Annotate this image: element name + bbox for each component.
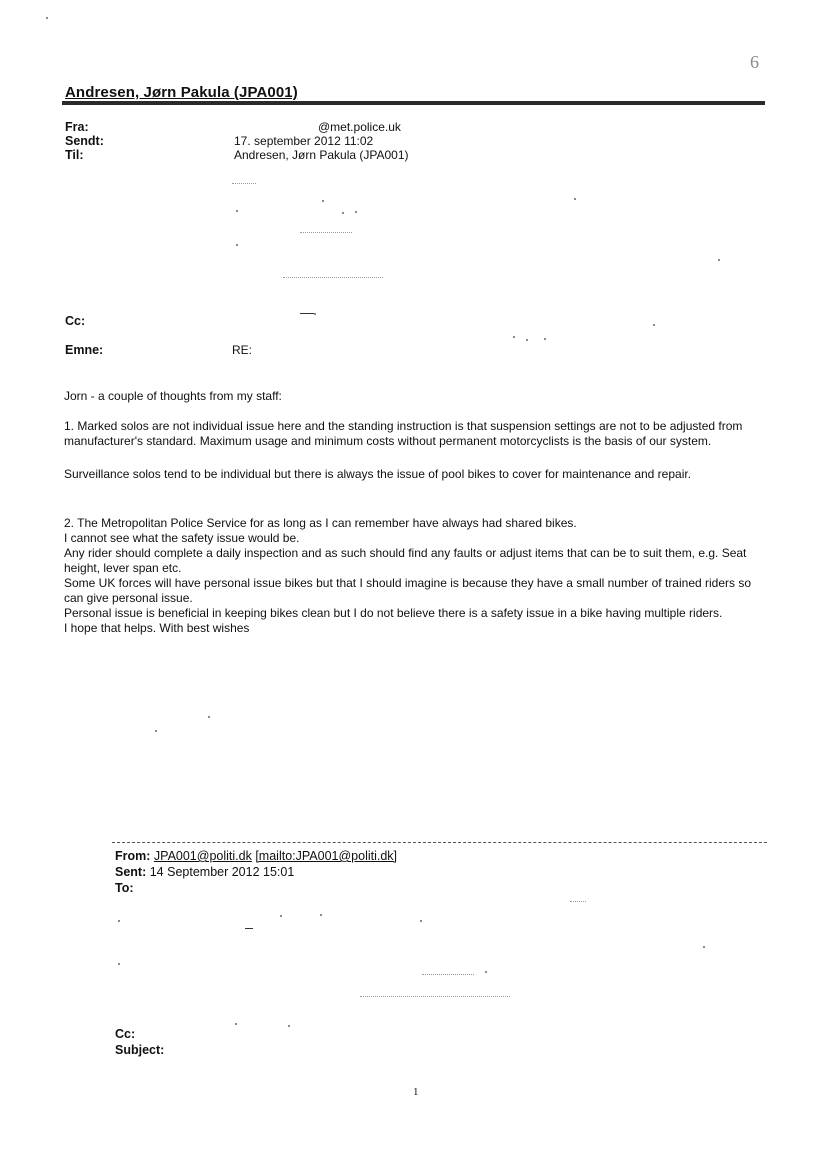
forward-cc-label: Cc: [115, 1027, 136, 1041]
page-number: 1 [413, 1086, 419, 1098]
sent-label: Sendt: [65, 134, 104, 148]
forward-from-label: From: [115, 849, 151, 863]
point-2-line: I hope that helps. With best wishes [64, 621, 250, 635]
point-2-line: Any rider should complete a daily inspection and as such should find any faults or adjust items that can be to suit them, e.g. Seat height, lever span etc. [64, 546, 747, 575]
from-label: Fra: [65, 120, 89, 134]
forward-subject-row [115, 1043, 164, 1057]
header-rule [62, 101, 765, 105]
forward-sent-row [115, 865, 294, 879]
forward-cc-row [115, 1027, 135, 1041]
cc-label: Cc: [65, 314, 86, 328]
point-2-line: I cannot see what the safety issue would be. [64, 531, 300, 545]
forward-mailto-link[interactable]: [mailto:JPA001@politi.dk] [255, 849, 398, 863]
forward-to-row [115, 881, 134, 895]
forward-sent-value: 14 September 2012 15:01 [149, 865, 295, 879]
forward-from-row [115, 849, 397, 863]
to-label: Til: [65, 148, 84, 162]
forward-sent-label: Sent: [115, 865, 147, 879]
forward-separator [112, 842, 767, 843]
handwritten-page-mark: 6 [750, 52, 759, 72]
point-1-followup: Surveillance solos tend to be individual but there is always the issue of pool bikes to cover for maintenance and repair. [64, 467, 692, 481]
subject-label: Emne: [65, 343, 104, 357]
forward-from-address[interactable]: JPA001@politi.dk [153, 849, 252, 863]
email-owner-title: Andresen, Jørn Pakula (JPA001) [65, 84, 298, 101]
forward-to-label: To: [115, 881, 134, 895]
from-value: @met.police.uk [318, 120, 401, 134]
point-2-line: 2. The Metropolitan Police Service for as long as I can remember have always had shared bikes. [64, 516, 577, 530]
sent-value: 17. september 2012 11:02 [234, 134, 374, 148]
point-2-line: Personal issue is beneficial in keeping bikes clean but I do not believe there is a safety issue in a bike having multiple riders. [64, 606, 723, 620]
forward-subject-label: Subject: [115, 1043, 165, 1057]
to-value: Andresen, Jørn Pakula (JPA001) [234, 148, 409, 162]
subject-value: RE: [232, 343, 253, 357]
point-2-line: Some UK forces will have personal issue bikes but that I should imagine is because they have a small number of trained riders so can give personal issue. [64, 576, 752, 605]
point-1-paragraph: 1. Marked solos are not individual issue here and the standing instruction is that suspension settings are not to be adjusted from manufacturer's standard. Maximum usage and minimum costs without permanent motorcyclists is the basis of our system. [64, 419, 743, 448]
greeting-line: Jorn - a couple of thoughts from my staff: [64, 389, 282, 403]
point-2-block [64, 516, 769, 636]
